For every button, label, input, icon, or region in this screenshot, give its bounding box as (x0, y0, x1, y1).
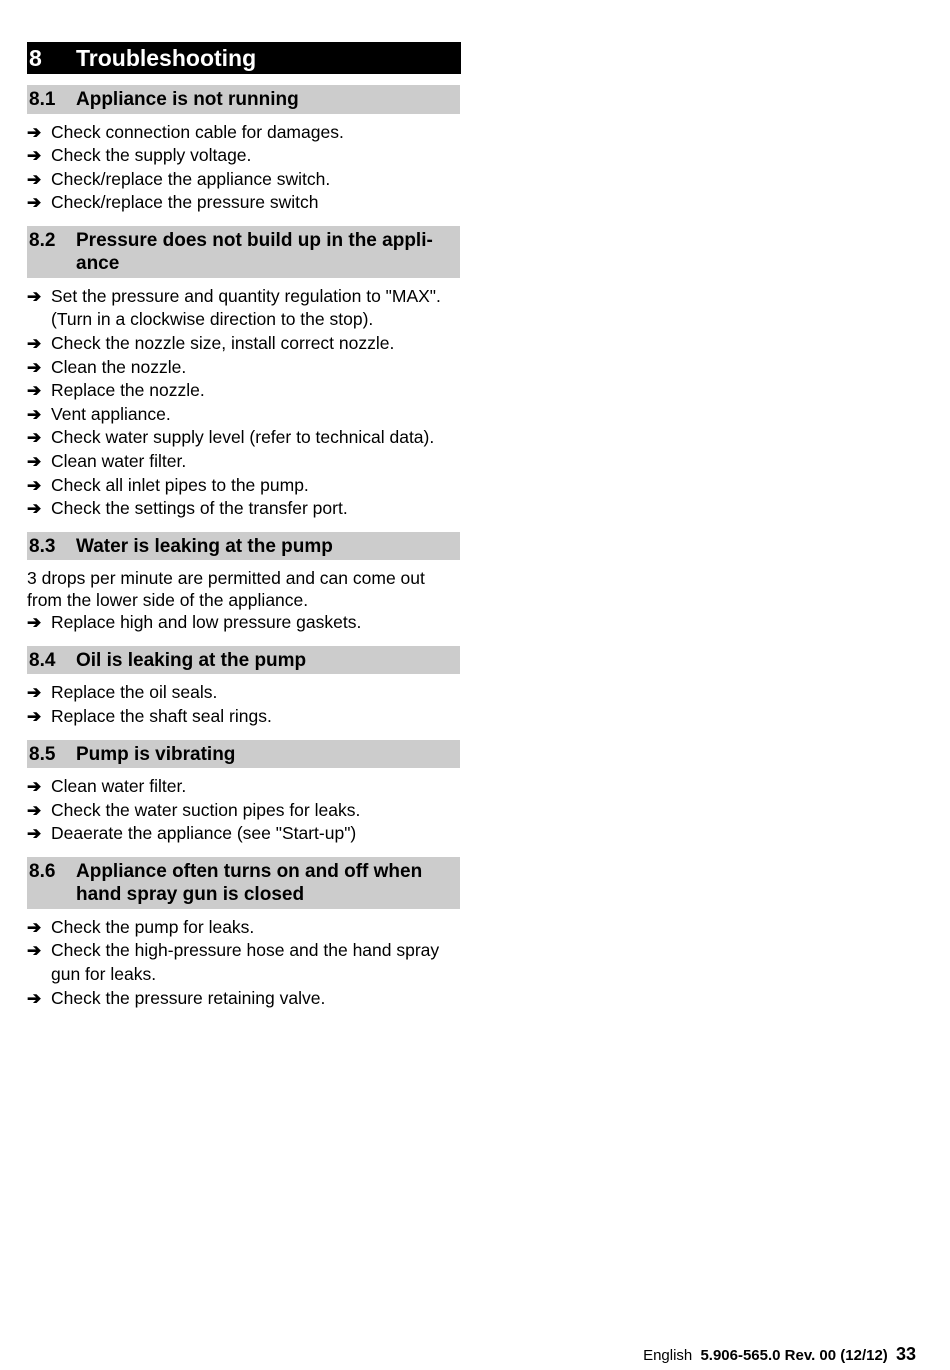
checklist (27, 121, 461, 215)
section-title: Pump is vibrating (76, 743, 236, 765)
arrow-right-icon: ➔ (27, 988, 42, 1008)
arrow-right-icon: ➔ (27, 941, 42, 961)
arrow-right-icon: ➔ (27, 917, 42, 937)
arrow-right-icon: ➔ (27, 334, 42, 354)
list-item-text: Vent appliance. (51, 403, 171, 424)
arrow-right-icon: ➔ (27, 286, 42, 306)
arrow-right-icon: ➔ (27, 475, 42, 495)
list-item-text: Replace the shaft seal rings. (51, 706, 272, 726)
page-footer (643, 1344, 916, 1365)
arrow-right-icon: ➔ (27, 428, 42, 448)
section-number: 8.5 (29, 743, 56, 765)
list-item (27, 332, 461, 356)
sections-container (27, 85, 461, 1010)
list-item (27, 611, 461, 635)
section-title: Appliance often turns on and off when hand spray gun is closed (76, 860, 423, 906)
list-item (27, 474, 461, 498)
list-item-text: Check connection cable for damages. (51, 121, 344, 142)
list-item (27, 497, 461, 521)
list-item (27, 426, 461, 450)
list-item (27, 775, 461, 799)
section-number: 8.2 (29, 229, 56, 251)
arrow-right-icon: ➔ (27, 146, 42, 166)
arrow-right-icon: ➔ (27, 122, 42, 142)
arrow-right-icon: ➔ (27, 613, 42, 633)
section-number: 8.4 (29, 649, 56, 671)
list-item (27, 121, 461, 145)
footer-doc-number: 5.906-565.0 Rev. 00 (12/12) (700, 1347, 888, 1364)
list-item-text: Check the supply voltage. (51, 145, 252, 166)
section-heading (27, 646, 460, 675)
list-item-text: Check the high-pressure hose and the hand spray gun for leaks. (51, 940, 440, 985)
list-item-text: Check the settings of the transfer port. (51, 498, 348, 519)
arrow-right-icon: ➔ (27, 683, 42, 703)
list-item (27, 285, 461, 332)
arrow-right-icon: ➔ (27, 452, 42, 472)
section-heading (27, 857, 460, 909)
list-item (27, 168, 461, 192)
list-item-text: Check/replace the appliance switch. (51, 168, 331, 189)
list-item-text: Check the pump for leaks. (51, 916, 255, 937)
arrow-right-icon: ➔ (27, 357, 42, 377)
list-item-text: Deaerate the appliance (see "Start-up") (51, 823, 357, 844)
list-item-text: Replace the oil seals. (51, 682, 218, 703)
section-title: Oil is leaking at the pump (76, 649, 307, 671)
chapter-heading (27, 42, 461, 74)
list-item-text: Check the pressure retaining valve. (51, 987, 326, 1008)
list-item (27, 987, 461, 1011)
section-paragraph: 3 drops per minute are permitted and can come out from the lower side of the appliance. (27, 568, 425, 611)
list-item-text: Check the nozzle size, install correct nozzle. (51, 333, 395, 354)
arrow-right-icon: ➔ (27, 499, 42, 519)
section-heading (27, 532, 460, 561)
list-item (27, 822, 461, 846)
arrow-right-icon: ➔ (27, 777, 42, 797)
list-item-text: Clean the nozzle. (51, 356, 187, 377)
section-number: 8.3 (29, 535, 56, 557)
section-title: Water is leaking at the pump (76, 535, 333, 557)
list-item-text: Check all inlet pipes to the pump. (51, 474, 309, 495)
checklist (27, 285, 461, 521)
list-item (27, 403, 461, 427)
chapter-number: 8 (29, 44, 42, 71)
list-item-text: Replace the nozzle. (51, 380, 205, 401)
list-item-text: Check the water suction pipes for leaks. (51, 799, 361, 820)
list-item (27, 191, 461, 215)
list-item (27, 799, 461, 823)
arrow-right-icon: ➔ (27, 381, 42, 401)
section-heading (27, 226, 460, 278)
list-item (27, 916, 461, 940)
list-item-text: Replace high and low pressure gaskets. (51, 612, 362, 633)
arrow-right-icon: ➔ (27, 193, 42, 213)
section-heading (27, 740, 460, 769)
section-number: 8.1 (29, 89, 56, 110)
section-heading (27, 85, 460, 114)
section-title: Pressure does not build up in the appli-ance (76, 229, 433, 275)
section-title: Appliance is not running (76, 89, 299, 110)
checklist (27, 916, 461, 1010)
list-item (27, 939, 461, 986)
list-item (27, 356, 461, 380)
list-item (27, 681, 461, 705)
checklist (27, 681, 461, 728)
list-item (27, 144, 461, 168)
arrow-right-icon: ➔ (27, 707, 42, 726)
list-item (27, 705, 461, 729)
checklist (27, 611, 461, 635)
section-number: 8.6 (29, 860, 56, 882)
arrow-right-icon: ➔ (27, 824, 42, 844)
list-item (27, 450, 461, 474)
arrow-right-icon: ➔ (27, 169, 42, 189)
main-column (27, 42, 461, 1010)
list-item-text: Clean water filter. (51, 451, 187, 472)
checklist (27, 775, 461, 846)
list-item-text: Clean water filter. (51, 776, 187, 797)
list-item-text: Check water supply level (refer to technical data). (51, 427, 435, 448)
list-item-text: Check/replace the pressure switch (51, 192, 319, 213)
arrow-right-icon: ➔ (27, 800, 42, 820)
footer-language: English (643, 1347, 693, 1364)
chapter-title: Troubleshooting (76, 44, 257, 71)
list-item (27, 379, 461, 403)
arrow-right-icon: ➔ (27, 404, 42, 424)
page-number: 33 (895, 1344, 916, 1364)
list-item-text: Set the pressure and quantity regulation to "MAX". (Turn in a clockwise direction to the stop). (51, 285, 441, 330)
